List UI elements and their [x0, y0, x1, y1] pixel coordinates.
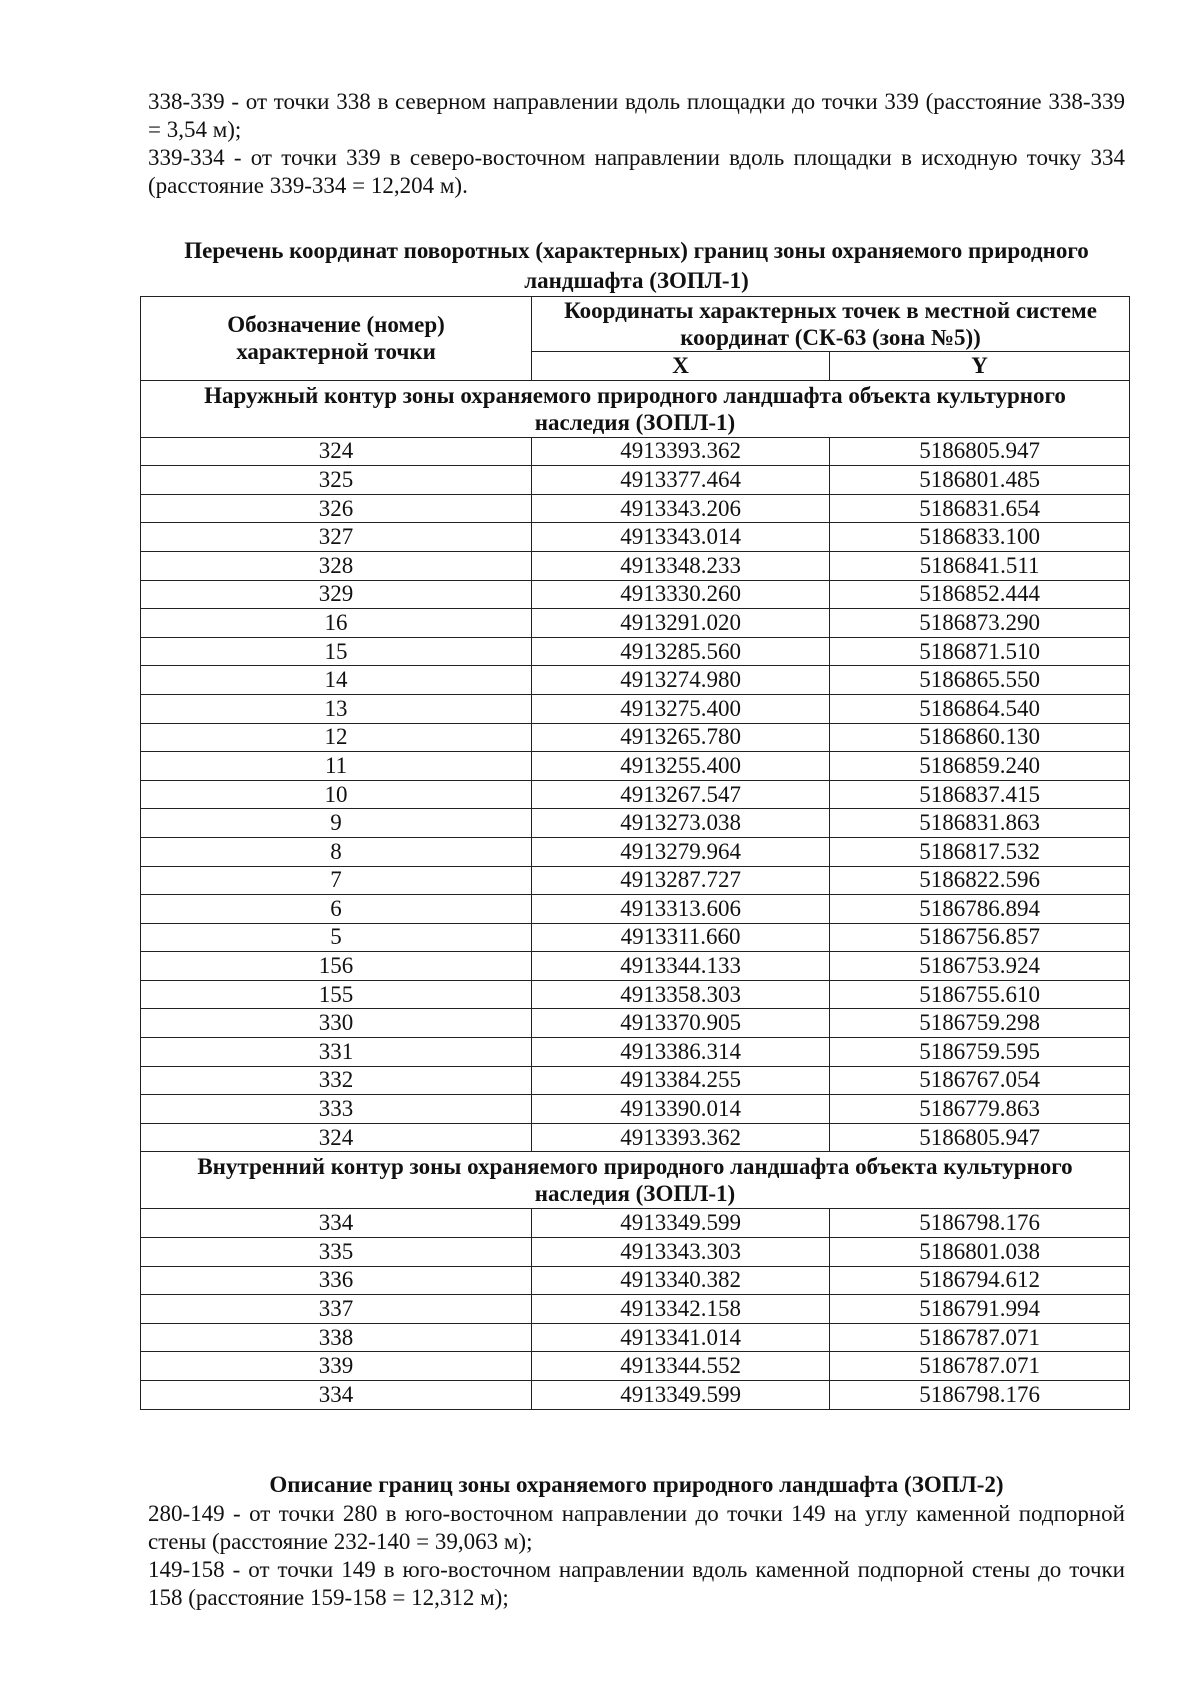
coordinates-table: [140, 296, 1130, 1410]
point-number-cell: 333: [141, 1095, 532, 1124]
point-number-cell: 324: [141, 437, 532, 466]
table-row: [141, 1123, 1130, 1152]
point-number-cell: 328: [141, 551, 532, 580]
point-number-cell: 11: [141, 752, 532, 781]
x-coordinate-cell: 4913393.362: [532, 437, 830, 466]
x-coordinate-cell: 4913340.382: [532, 1266, 830, 1295]
table-row: [141, 637, 1130, 666]
y-coordinate-cell: 5186817.532: [830, 837, 1130, 866]
y-coordinate-cell: 5186865.550: [830, 666, 1130, 695]
x-coordinate-cell: 4913348.233: [532, 551, 830, 580]
table-row: [141, 1295, 1130, 1324]
x-coordinate-cell: 4913273.038: [532, 809, 830, 838]
point-number-cell: 10: [141, 780, 532, 809]
x-coordinate-cell: 4913285.560: [532, 637, 830, 666]
column-header-point: Обозначение (номер) характерной точки: [141, 297, 532, 381]
table-row: [141, 666, 1130, 695]
table-row: [141, 1066, 1130, 1095]
x-coordinate-cell: 4913343.303: [532, 1238, 830, 1267]
x-coordinate-cell: 4913349.599: [532, 1209, 830, 1238]
x-coordinate-cell: 4913386.314: [532, 1038, 830, 1067]
table-row: [141, 752, 1130, 781]
x-coordinate-cell: 4913384.255: [532, 1066, 830, 1095]
table-row: [141, 952, 1130, 981]
y-coordinate-cell: 5186753.924: [830, 952, 1130, 981]
point-number-cell: 332: [141, 1066, 532, 1095]
column-header-y: Y: [830, 352, 1130, 381]
y-coordinate-cell: 5186833.100: [830, 523, 1130, 552]
table-row: [141, 551, 1130, 580]
point-number-cell: 16: [141, 609, 532, 638]
y-coordinate-cell: 5186798.176: [830, 1381, 1130, 1410]
point-number-cell: 330: [141, 1009, 532, 1038]
table-row: [141, 866, 1130, 895]
point-number-cell: 14: [141, 666, 532, 695]
x-coordinate-cell: 4913370.905: [532, 1009, 830, 1038]
y-coordinate-cell: 5186822.596: [830, 866, 1130, 895]
table-row: [141, 523, 1130, 552]
y-coordinate-cell: 5186837.415: [830, 780, 1130, 809]
point-number-cell: 12: [141, 723, 532, 752]
table-row: [141, 609, 1130, 638]
table-row: [141, 466, 1130, 495]
point-number-cell: 8: [141, 837, 532, 866]
y-coordinate-cell: 5186860.130: [830, 723, 1130, 752]
x-coordinate-cell: 4913349.599: [532, 1381, 830, 1410]
x-coordinate-cell: 4913275.400: [532, 694, 830, 723]
x-coordinate-cell: 4913377.464: [532, 466, 830, 495]
section-title: Внутренний контур зоны охраняемого природного ландшафта объекта культурного наследия (ЗОПЛ-1): [141, 1152, 1130, 1209]
y-coordinate-cell: 5186787.071: [830, 1323, 1130, 1352]
y-coordinate-cell: 5186798.176: [830, 1209, 1130, 1238]
table-title: Перечень координат поворотных (характерных) границ зоны охраняемого природного ландшафта (ЗОПЛ-1): [184, 238, 1089, 293]
x-coordinate-cell: 4913311.660: [532, 923, 830, 952]
x-coordinate-cell: 4913313.606: [532, 895, 830, 924]
table-row: [141, 923, 1130, 952]
table-row: [141, 780, 1130, 809]
y-coordinate-cell: 5186791.994: [830, 1295, 1130, 1324]
y-coordinate-cell: 5186805.947: [830, 437, 1130, 466]
point-number-cell: 337: [141, 1295, 532, 1324]
point-number-cell: 331: [141, 1038, 532, 1067]
y-coordinate-cell: 5186852.444: [830, 580, 1130, 609]
x-coordinate-cell: 4913265.780: [532, 723, 830, 752]
y-coordinate-cell: 5186767.054: [830, 1066, 1130, 1095]
table-row: [141, 1038, 1130, 1067]
x-coordinate-cell: 4913342.158: [532, 1295, 830, 1324]
y-coordinate-cell: 5186794.612: [830, 1266, 1130, 1295]
point-number-cell: 7: [141, 866, 532, 895]
table-row: [141, 980, 1130, 1009]
table-row: [141, 437, 1130, 466]
x-coordinate-cell: 4913344.133: [532, 952, 830, 981]
table-row: [141, 1266, 1130, 1295]
table-row: [141, 1095, 1130, 1124]
y-coordinate-cell: 5186831.654: [830, 494, 1130, 523]
point-number-cell: 329: [141, 580, 532, 609]
table-row: [141, 837, 1130, 866]
column-header-x: X: [532, 352, 830, 381]
y-coordinate-cell: 5186831.863: [830, 809, 1130, 838]
x-coordinate-cell: 4913344.552: [532, 1352, 830, 1381]
table-row: [141, 1381, 1130, 1410]
point-number-cell: 5: [141, 923, 532, 952]
point-number-cell: 156: [141, 952, 532, 981]
x-coordinate-cell: 4913267.547: [532, 780, 830, 809]
point-number-cell: 334: [141, 1381, 532, 1410]
section-paragraph: 280-149 - от точки 280 в юго-восточном направлении до точки 149 на углу каменной подпорной стены (расстояние 232-140 = 39,063 м);: [148, 1500, 1125, 1554]
table-row: [141, 1209, 1130, 1238]
table-row: [141, 1238, 1130, 1267]
document-page: [148, 88, 1125, 1612]
y-coordinate-cell: 5186864.540: [830, 694, 1130, 723]
point-number-cell: 6: [141, 895, 532, 924]
y-coordinate-cell: 5186805.947: [830, 1123, 1130, 1152]
table-row: [141, 895, 1130, 924]
x-coordinate-cell: 4913255.400: [532, 752, 830, 781]
section-title: Наружный контур зоны охраняемого природного ландшафта объекта культурного наследия (ЗОПЛ-1): [141, 380, 1130, 437]
x-coordinate-cell: 4913341.014: [532, 1323, 830, 1352]
point-number-cell: 338: [141, 1323, 532, 1352]
y-coordinate-cell: 5186755.610: [830, 980, 1130, 1009]
section-row: [141, 380, 1130, 437]
column-header-coordinates: Координаты характерных точек в местной системе координат (СК-63 (зона №5)): [532, 297, 1130, 352]
point-number-cell: 334: [141, 1209, 532, 1238]
point-number-cell: 155: [141, 980, 532, 1009]
table-row: [141, 809, 1130, 838]
x-coordinate-cell: 4913274.980: [532, 666, 830, 695]
x-coordinate-cell: 4913330.260: [532, 580, 830, 609]
point-number-cell: 326: [141, 494, 532, 523]
x-coordinate-cell: 4913279.964: [532, 837, 830, 866]
y-coordinate-cell: 5186779.863: [830, 1095, 1130, 1124]
y-coordinate-cell: 5186759.595: [830, 1038, 1130, 1067]
section-heading: Описание границ зоны охраняемого природного ландшафта (ЗОПЛ-2): [269, 1471, 1004, 1497]
x-coordinate-cell: 4913291.020: [532, 609, 830, 638]
y-coordinate-cell: 5186859.240: [830, 752, 1130, 781]
point-number-cell: 9: [141, 809, 532, 838]
x-coordinate-cell: 4913358.303: [532, 980, 830, 1009]
section-paragraph: 149-158 - от точки 149 в юго-восточном направлении вдоль каменной подпорной стены до точки 158 (расстояние 159-158 = 12,312 м);: [148, 1556, 1125, 1610]
x-coordinate-cell: 4913393.362: [532, 1123, 830, 1152]
x-coordinate-cell: 4913390.014: [532, 1095, 830, 1124]
table-row: [141, 580, 1130, 609]
point-number-cell: 13: [141, 694, 532, 723]
point-number-cell: 325: [141, 466, 532, 495]
table-body: [141, 380, 1130, 1409]
y-coordinate-cell: 5186841.511: [830, 551, 1130, 580]
y-coordinate-cell: 5186801.485: [830, 466, 1130, 495]
x-coordinate-cell: 4913287.727: [532, 866, 830, 895]
y-coordinate-cell: 5186759.298: [830, 1009, 1130, 1038]
point-number-cell: 335: [141, 1238, 532, 1267]
y-coordinate-cell: 5186801.038: [830, 1238, 1130, 1267]
intro-paragraph: 338-339 - от точки 338 в северном направлении вдоль площадки до точки 339 (расстояние 338-339 = 3,54 м);: [148, 89, 1125, 142]
point-number-cell: 324: [141, 1123, 532, 1152]
point-number-cell: 15: [141, 637, 532, 666]
point-number-cell: 336: [141, 1266, 532, 1295]
point-number-cell: 327: [141, 523, 532, 552]
y-coordinate-cell: 5186756.857: [830, 923, 1130, 952]
point-number-cell: 339: [141, 1352, 532, 1381]
y-coordinate-cell: 5186787.071: [830, 1352, 1130, 1381]
intro-paragraph: 339-334 - от точки 339 в северо-восточном направлении вдоль площадки в исходную точку 334 (расстояние 339-334 = 12,204 м).: [148, 145, 1125, 198]
y-coordinate-cell: 5186786.894: [830, 895, 1130, 924]
section-row: [141, 1152, 1130, 1209]
table-row: [141, 1009, 1130, 1038]
x-coordinate-cell: 4913343.206: [532, 494, 830, 523]
table-row: [141, 694, 1130, 723]
y-coordinate-cell: 5186871.510: [830, 637, 1130, 666]
table-row: [141, 1352, 1130, 1381]
x-coordinate-cell: 4913343.014: [532, 523, 830, 552]
table-row: [141, 723, 1130, 752]
y-coordinate-cell: 5186873.290: [830, 609, 1130, 638]
table-row: [141, 1323, 1130, 1352]
table-row: [141, 494, 1130, 523]
